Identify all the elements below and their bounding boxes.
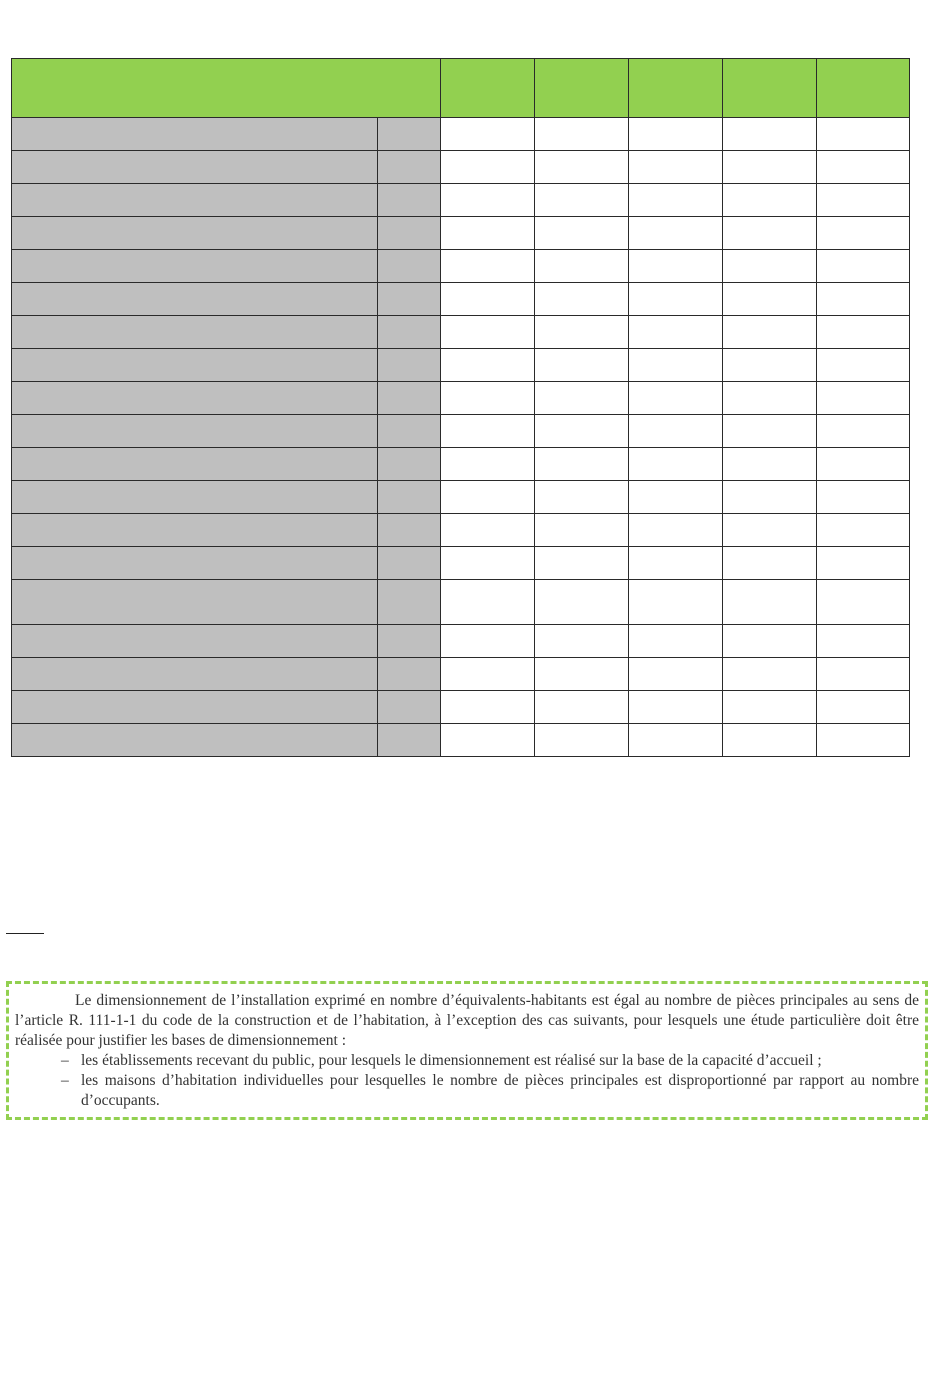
row-label-cell	[12, 547, 378, 580]
row-value-cell	[817, 724, 910, 757]
row-value-cell	[723, 316, 817, 349]
header-value-cell	[723, 59, 817, 118]
table-row	[12, 151, 910, 184]
row-value-cell	[535, 514, 629, 547]
row-value-cell	[629, 151, 723, 184]
row-code-cell	[378, 217, 441, 250]
row-value-cell	[535, 547, 629, 580]
row-value-cell	[535, 481, 629, 514]
row-label-cell	[12, 184, 378, 217]
row-value-cell	[817, 250, 910, 283]
row-value-cell	[441, 481, 535, 514]
row-label-cell	[12, 691, 378, 724]
row-value-cell	[441, 625, 535, 658]
row-value-cell	[629, 580, 723, 625]
row-value-cell	[723, 184, 817, 217]
row-label-cell	[12, 283, 378, 316]
row-label-cell	[12, 118, 378, 151]
row-value-cell	[817, 184, 910, 217]
row-value-cell	[723, 580, 817, 625]
table-row	[12, 250, 910, 283]
row-code-cell	[378, 316, 441, 349]
row-code-cell	[378, 658, 441, 691]
row-value-cell	[441, 658, 535, 691]
row-value-cell	[535, 250, 629, 283]
row-value-cell	[535, 580, 629, 625]
row-label-cell	[12, 382, 378, 415]
row-value-cell	[817, 382, 910, 415]
header-label-cell	[12, 59, 441, 118]
data-table	[11, 58, 910, 757]
row-value-cell	[535, 349, 629, 382]
legal-intro-paragraph: Le dimensionnement de l’installation exprimé en nombre d’équivalents-habitants est égal au nombre de pièces principales au sens de l’article R. 111-1-1 du code de la construction et de l’habitation, à l’exception des cas suivants, pour lesquels une étude particulière doit être réalisée pour justifier les bases de dimensionnement :	[15, 992, 919, 1049]
table-row	[12, 316, 910, 349]
row-value-cell	[629, 118, 723, 151]
row-value-cell	[629, 481, 723, 514]
row-code-cell	[378, 349, 441, 382]
row-value-cell	[817, 448, 910, 481]
row-value-cell	[723, 448, 817, 481]
table-row	[12, 448, 910, 481]
table-row	[12, 625, 910, 658]
row-value-cell	[629, 514, 723, 547]
row-value-cell	[441, 118, 535, 151]
row-value-cell	[817, 283, 910, 316]
row-code-cell	[378, 184, 441, 217]
row-value-cell	[817, 691, 910, 724]
table-body	[12, 59, 910, 757]
row-value-cell	[629, 184, 723, 217]
row-value-cell	[441, 448, 535, 481]
legal-exception-text: les établissements recevant du public, pour lesquels le dimensionnement est réalisé sur la base de la capacité d’accueil ;	[81, 1052, 822, 1069]
row-code-cell	[378, 118, 441, 151]
row-code-cell	[378, 724, 441, 757]
row-value-cell	[629, 283, 723, 316]
row-value-cell	[535, 316, 629, 349]
row-code-cell	[378, 580, 441, 625]
row-value-cell	[723, 481, 817, 514]
row-value-cell	[535, 151, 629, 184]
row-value-cell	[629, 625, 723, 658]
row-code-cell	[378, 250, 441, 283]
row-value-cell	[441, 382, 535, 415]
row-value-cell	[817, 481, 910, 514]
row-value-cell	[629, 547, 723, 580]
row-value-cell	[817, 151, 910, 184]
row-value-cell	[629, 691, 723, 724]
table-row	[12, 349, 910, 382]
row-value-cell	[723, 151, 817, 184]
row-value-cell	[629, 217, 723, 250]
row-value-cell	[629, 724, 723, 757]
table-row	[12, 481, 910, 514]
row-value-cell	[723, 724, 817, 757]
list-dash: –	[61, 1072, 69, 1089]
table-row	[12, 658, 910, 691]
legal-exception-list	[15, 1051, 919, 1111]
row-label-cell	[12, 580, 378, 625]
row-value-cell	[535, 658, 629, 691]
row-label-cell	[12, 625, 378, 658]
row-value-cell	[817, 514, 910, 547]
row-value-cell	[535, 448, 629, 481]
legal-exception-text: les maisons d’habitation individuelles pour lesquelles le nombre de pièces principales est disproportionné par rapport au nombre d’occupants.	[81, 1072, 919, 1109]
row-value-cell	[629, 415, 723, 448]
row-code-cell	[378, 547, 441, 580]
table-row	[12, 691, 910, 724]
table-row	[12, 217, 910, 250]
row-value-cell	[535, 625, 629, 658]
header-value-cell	[441, 59, 535, 118]
row-label-cell	[12, 481, 378, 514]
row-label-cell	[12, 724, 378, 757]
row-value-cell	[723, 283, 817, 316]
row-label-cell	[12, 415, 378, 448]
row-label-cell	[12, 217, 378, 250]
row-value-cell	[441, 151, 535, 184]
row-value-cell	[441, 217, 535, 250]
table-row	[12, 580, 910, 625]
table-row	[12, 184, 910, 217]
row-value-cell	[629, 448, 723, 481]
row-value-cell	[723, 250, 817, 283]
legal-exception-item	[61, 1071, 919, 1111]
row-value-cell	[535, 283, 629, 316]
table-row	[12, 724, 910, 757]
row-code-cell	[378, 382, 441, 415]
row-value-cell	[817, 547, 910, 580]
row-label-cell	[12, 349, 378, 382]
row-value-cell	[817, 625, 910, 658]
row-value-cell	[441, 250, 535, 283]
table-header-row	[12, 59, 910, 118]
row-value-cell	[535, 415, 629, 448]
row-code-cell	[378, 514, 441, 547]
row-label-cell	[12, 448, 378, 481]
row-label-cell	[12, 316, 378, 349]
row-value-cell	[723, 415, 817, 448]
row-value-cell	[441, 349, 535, 382]
row-code-cell	[378, 283, 441, 316]
row-value-cell	[535, 184, 629, 217]
row-value-cell	[817, 118, 910, 151]
row-value-cell	[817, 349, 910, 382]
row-label-cell	[12, 250, 378, 283]
row-value-cell	[723, 625, 817, 658]
row-value-cell	[441, 580, 535, 625]
row-value-cell	[535, 217, 629, 250]
row-value-cell	[817, 415, 910, 448]
row-value-cell	[535, 691, 629, 724]
row-value-cell	[723, 118, 817, 151]
row-value-cell	[441, 283, 535, 316]
row-value-cell	[723, 658, 817, 691]
row-value-cell	[817, 658, 910, 691]
row-code-cell	[378, 415, 441, 448]
row-code-cell	[378, 151, 441, 184]
row-label-cell	[12, 658, 378, 691]
header-value-cell	[629, 59, 723, 118]
row-value-cell	[629, 382, 723, 415]
table-row	[12, 514, 910, 547]
row-value-cell	[441, 514, 535, 547]
header-value-cell	[817, 59, 910, 118]
list-dash: –	[61, 1052, 69, 1069]
row-value-cell	[441, 547, 535, 580]
row-value-cell	[629, 349, 723, 382]
table-row	[12, 415, 910, 448]
table-row	[12, 118, 910, 151]
row-value-cell	[723, 349, 817, 382]
legal-excerpt-box	[6, 981, 928, 1120]
legal-exception-item	[61, 1051, 919, 1071]
row-label-cell	[12, 514, 378, 547]
row-value-cell	[535, 118, 629, 151]
row-value-cell	[817, 316, 910, 349]
table-row	[12, 382, 910, 415]
table-row	[12, 283, 910, 316]
row-value-cell	[441, 316, 535, 349]
row-value-cell	[723, 691, 817, 724]
row-value-cell	[441, 184, 535, 217]
row-value-cell	[817, 580, 910, 625]
row-value-cell	[629, 250, 723, 283]
row-code-cell	[378, 691, 441, 724]
row-value-cell	[629, 658, 723, 691]
row-code-cell	[378, 625, 441, 658]
footnote-rule	[6, 933, 44, 934]
row-code-cell	[378, 481, 441, 514]
row-value-cell	[723, 514, 817, 547]
row-value-cell	[535, 382, 629, 415]
table-row	[12, 547, 910, 580]
row-value-cell	[441, 724, 535, 757]
row-value-cell	[441, 691, 535, 724]
row-value-cell	[817, 217, 910, 250]
row-value-cell	[723, 382, 817, 415]
row-value-cell	[629, 316, 723, 349]
row-value-cell	[535, 724, 629, 757]
header-value-cell	[535, 59, 629, 118]
row-value-cell	[723, 217, 817, 250]
row-value-cell	[723, 547, 817, 580]
row-code-cell	[378, 448, 441, 481]
row-value-cell	[441, 415, 535, 448]
row-label-cell	[12, 151, 378, 184]
